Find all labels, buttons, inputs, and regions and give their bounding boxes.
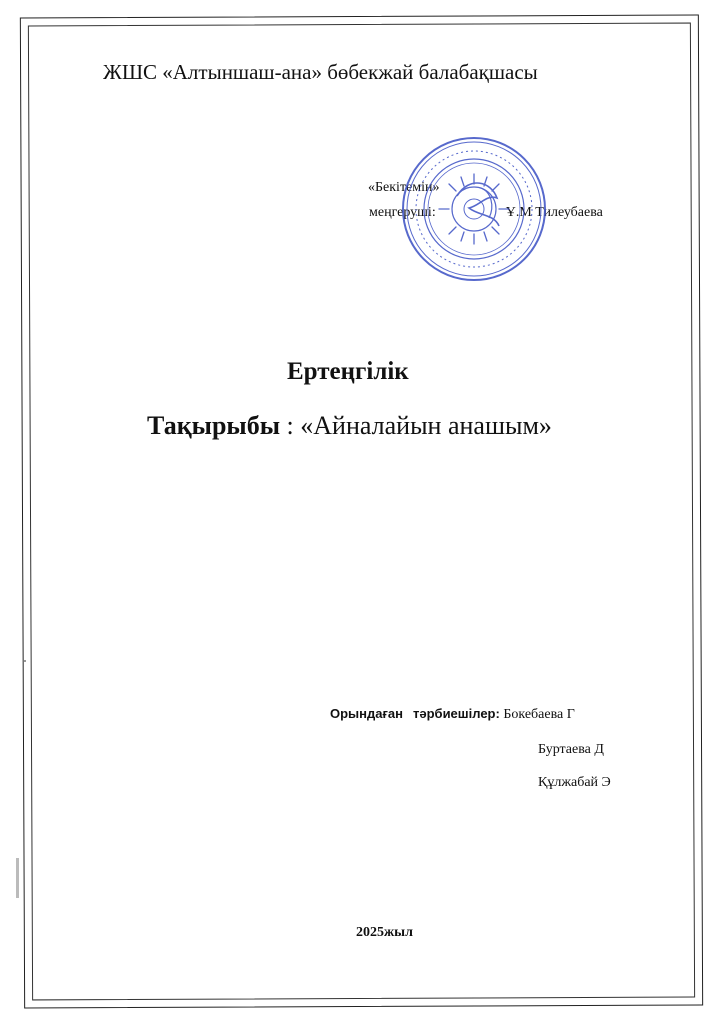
scan-dot-mark: [24, 660, 26, 662]
event-topic: [147, 411, 552, 441]
official-seal-icon: [399, 136, 549, 282]
approval-position: меңгерушi:: [369, 205, 436, 220]
performers-line: [330, 706, 575, 723]
approval-label: «Бекітемін»: [368, 180, 440, 195]
topic-label: Тақырыбы: [147, 411, 281, 440]
performers-label-part2: тәрбиешілер:: [413, 706, 500, 721]
inner-page-border: [28, 23, 695, 1001]
organization-name: ЖШС «Алтыншаш-ана» бөбекжай балабақшасы: [103, 60, 538, 84]
event-title: Ертеңгілік: [287, 358, 409, 385]
topic-separator: :: [280, 411, 301, 440]
approval-signatory: Ұ.М Тилеубаева: [505, 205, 603, 220]
performers-label-part1: Орындаған: [330, 706, 403, 721]
performer-name-3: Құлжабай Э: [538, 775, 611, 790]
performer-name-1: Бокебаева Г: [503, 707, 575, 722]
scan-edge-mark: [16, 858, 19, 898]
performers-label: [330, 706, 500, 721]
topic-value: «Айналайын анашым»: [300, 411, 552, 440]
performer-name-2: Буртаева Д: [538, 742, 604, 757]
document-year: 2025жыл: [356, 925, 413, 940]
